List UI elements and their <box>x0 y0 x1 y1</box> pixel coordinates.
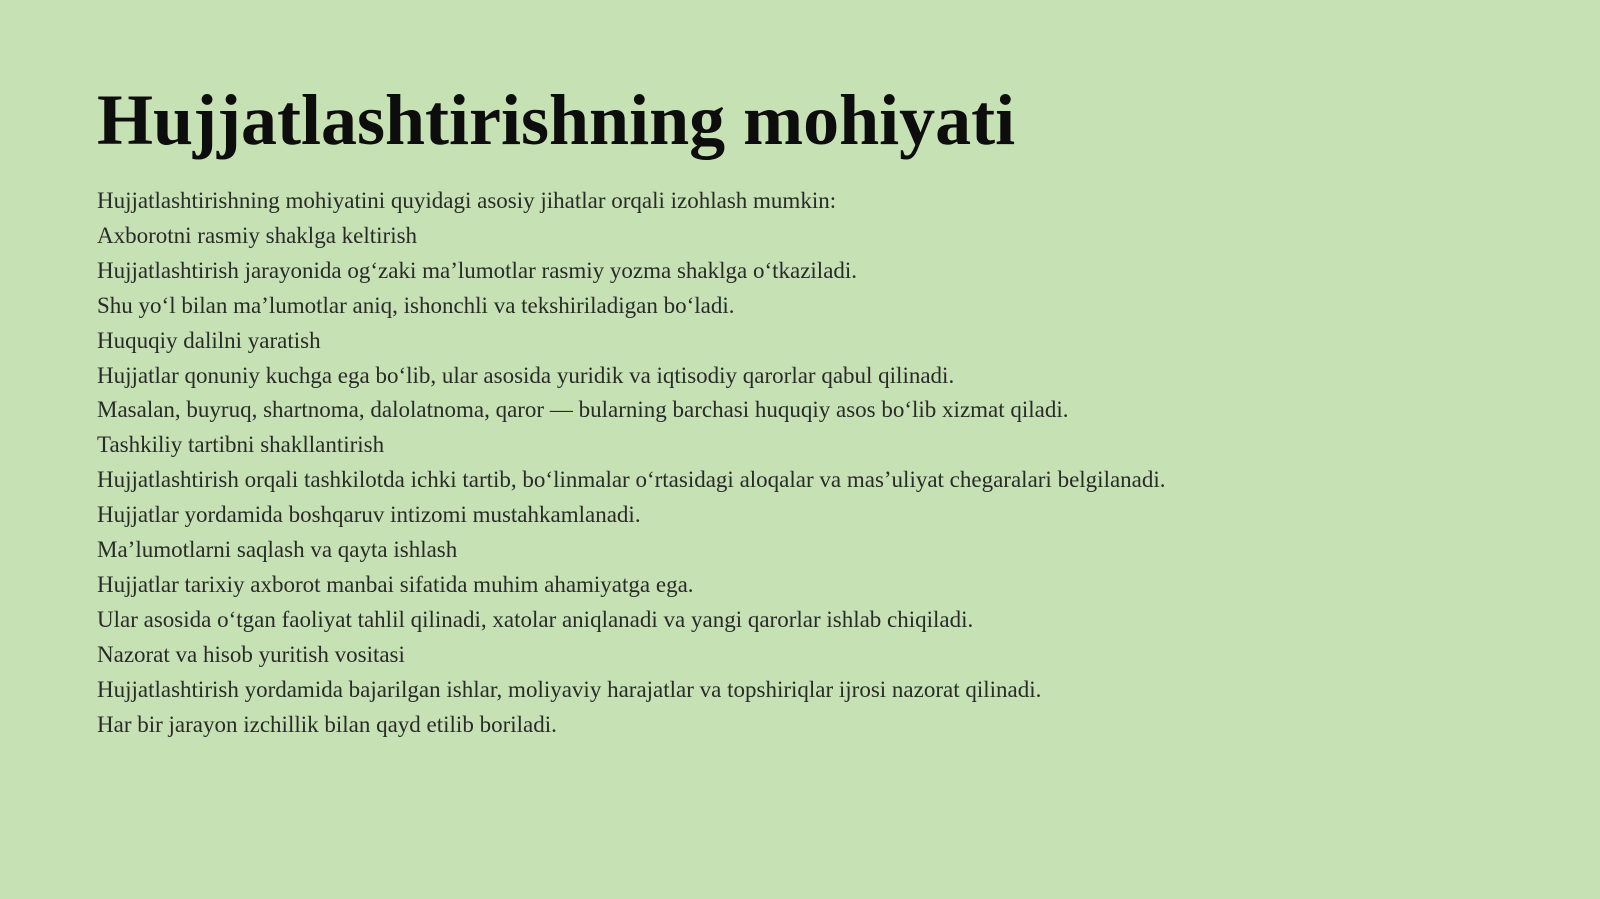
slide-body <box>97 184 1166 743</box>
body-line: Nazorat va hisob yuritish vositasi <box>97 641 405 667</box>
body-line: Hujjatlashtirish jarayonida og‘zaki ma’lumotlar rasmiy yozma shaklga o‘tkaziladi. <box>97 257 858 283</box>
body-line: Hujjatlashtirish yordamida bajarilgan ishlar, moliyaviy harajatlar va topshiriqlar ijrosi nazorat qilinadi. <box>97 676 1042 702</box>
body-line: Hujjatlar yordamida boshqaruv intizomi mustahkamlanadi. <box>97 502 641 528</box>
body-line: Huquqiy dalilni yaratish <box>97 327 321 353</box>
body-line: Masalan, buyruq, shartnoma, dalolatnoma, qaror — bularning barchasi huquqiy asos bo‘lib xizmat qiladi. <box>97 397 1069 423</box>
body-line: Hujjatlar tarixiy axborot manbai sifatida muhim ahamiyatga ega. <box>97 571 694 597</box>
body-line: Ular asosida o‘tgan faoliyat tahlil qilinadi, xatolar aniqlanadi va yangi qarorlar ishlab chiqiladi. <box>97 606 974 632</box>
body-line: Axborotni rasmiy shaklga keltirish <box>97 222 418 248</box>
body-line: Shu yo‘l bilan ma’lumotlar aniq, ishonchli va tekshiriladigan bo‘ladi. <box>97 292 735 318</box>
slide-title: Hujjatlashtirishning mohiyati <box>97 80 1016 160</box>
body-line: Hujjatlashtirish orqali tashkilotda ichki tartib, bo‘linmalar o‘rtasidagi aloqalar va mas’uliyat chegaralari belgilanadi. <box>97 467 1166 493</box>
body-line: Tashkiliy tartibni shakllantirish <box>97 432 385 458</box>
body-line: Hujjatlar qonuniy kuchga ega bo‘lib, ular asosida yuridik va iqtisodiy qarorlar qabul qilinadi. <box>97 362 955 388</box>
body-line: Hujjatlashtirishning mohiyatini quyidagi asosiy jihatlar orqali izohlash mumkin: <box>97 188 837 213</box>
body-line: Ma’lumotlarni saqlash va qayta ishlash <box>97 537 458 563</box>
body-line: Har bir jarayon izchillik bilan qayd etilib boriladi. <box>97 711 557 737</box>
